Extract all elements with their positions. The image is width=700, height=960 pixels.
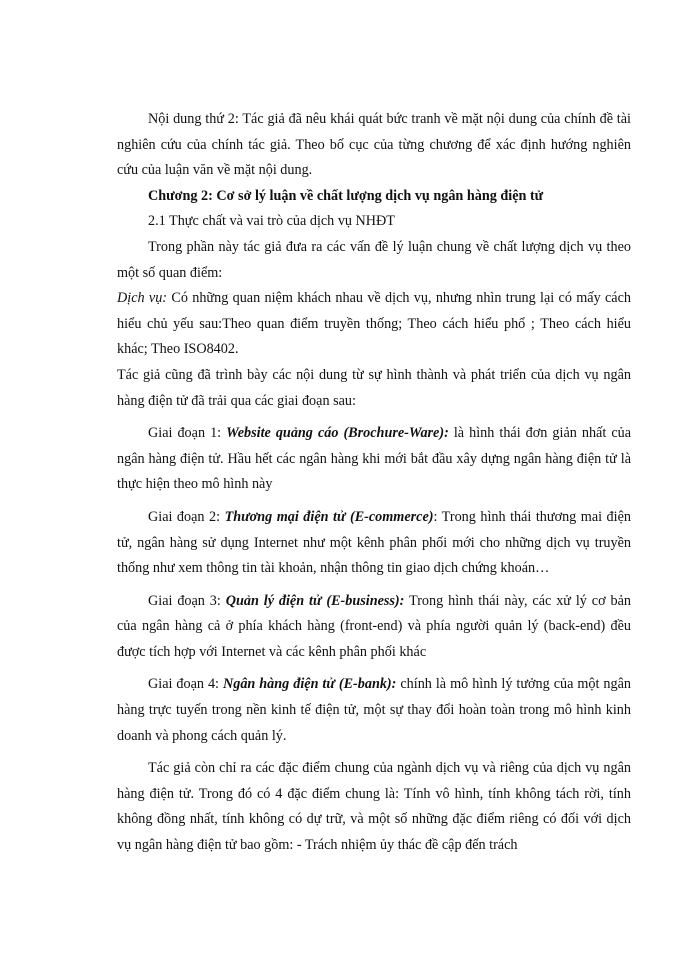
stage-4-title: Ngân hàng điện tử (E-bank): [222, 676, 397, 693]
stage-1-text: là hình thái đơn giản nhất của ngân hàng điện tử. Hầu hết các ngân hàng khi mới bắt đầu xây dựng ngân hàng điện tử là thực hiện theo mô hình này [117, 425, 632, 493]
section-2-1-heading: 2.1 Thực chất và vai trò của dịch vụ NHĐT [148, 213, 395, 230]
stage-1-prefix: Giai đoạn 1: [148, 425, 227, 442]
stage-4-paragraph [117, 672, 631, 749]
stage-2-title: Thương mại điện tử (E-commerce) [224, 508, 434, 525]
stage-1-paragraph [117, 421, 631, 498]
stage-1-title: Website quảng cáo (Brochure-Ware): [226, 425, 449, 442]
paragraph-stages-intro: Tác giả cũng đã trình bày các nội dung từ sự hình thành và phát triển của dịch vụ ngân hàng điện tử đã trải qua các giai đoạn sau: [117, 366, 631, 409]
stage-2-text: : Trong hình thái thương mai điện tử, ngân hàng sử dụng Internet như một kênh phân phối mới cho những dịch vụ truyền thống như xem thông tin tài khoản, nhận thông tin giao dịch chứng khoán… [117, 508, 631, 577]
document-body [117, 107, 631, 859]
chapter-2-heading: Chương 2: Cơ sở lý luận về chất lượng dịch vụ ngân hàng điện tử [148, 187, 544, 204]
stage-3-paragraph [117, 589, 631, 666]
service-definition-text: Có những quan niệm khách nhau về dịch vụ, nhưng nhìn trung lại có mấy cách hiểu chủ yếu sau:Theo quan điểm truyền thống; Theo cách hiểu phổ ; Theo cách hiểu khác; Theo ISO8402. [117, 290, 631, 358]
paragraph-overview: Trong phần này tác giả đưa ra các vấn đề lý luận chung về chất lượng dịch vụ theo một số quan điểm: [117, 238, 631, 281]
stage-4-text: chính là mô hình lý tưởng của một ngân hàng trực tuyến trong nền kinh tế điện tử, một sự thay đổi hoàn toàn trong mô hình kinh doanh và phong cách quản lý. [117, 676, 631, 744]
stage-4-prefix: Giai đoạn 4: [148, 676, 223, 693]
stage-3-title: Quản lý điện tử (E-business): [225, 592, 405, 609]
paragraph-content-2: Nội dung thứ 2: Tác giả đã nêu khái quát bức tranh về mặt nội dung của chính đề tài nghiên cứu của chính tác giả. Theo bố cục của từng chương để xác định hướng nghiên cứu của luận văn về mặt nội dung. [117, 111, 631, 179]
stage-3-text: Trong hình thái này, các xử lý cơ bản của ngân hàng cả ở phía khách hàng (front-end) và phía người quản lý (back-end) đều được tích hợp với Internet và các kênh phân phối khác [117, 592, 631, 660]
term-service: Dịch vụ: [117, 290, 168, 307]
stage-2-paragraph [117, 505, 631, 582]
stage-3-prefix: Giai đoạn 3: [148, 592, 226, 609]
paragraph-characteristics: Tác giả còn chỉ ra các đặc điểm chung của ngành dịch vụ và riêng của dịch vụ ngân hàng điện tử. Trong đó có 4 đặc điểm chung là: Tính vô hình, tính không tách rời, tính không đồng nhất, tính không có dự trữ, và một số những đặc điểm riêng có đối với dịch vụ ngân hàng điện tử bao gồm: - Trách nhiệm ủy thác đề cập đến trách [117, 760, 631, 854]
stage-2-prefix: Giai đoạn 2: [148, 508, 225, 525]
paragraph-service-definition [117, 286, 631, 363]
